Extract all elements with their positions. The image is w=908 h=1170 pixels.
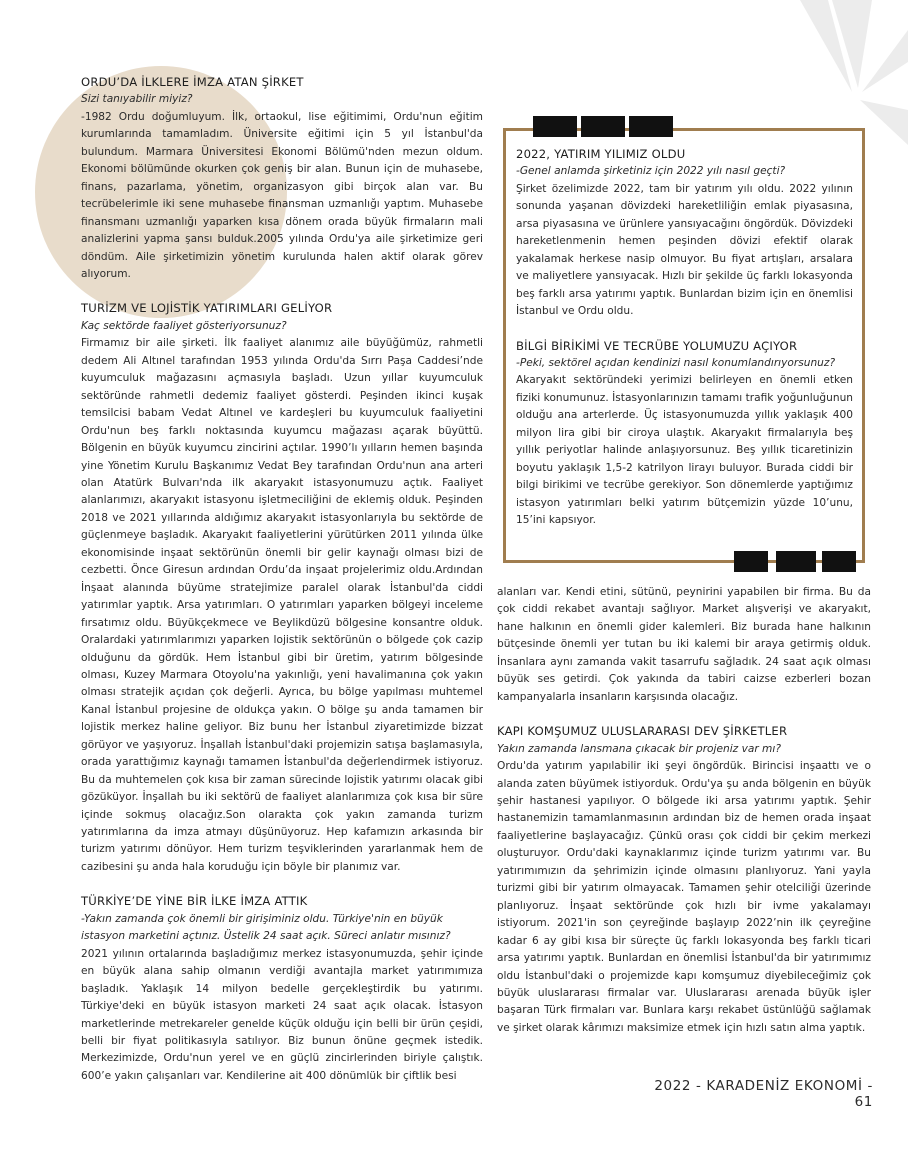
interview-answer: Akaryakıt sektöründeki yerimizi belirleyen en önemli etken fiziki konumunuz. İstasyonlarınızın tamamı trafik yoğunluğunun olduğu ana arterlerde. Üç istasyonumuzda yıllık yaklaşık 400 milyon lira gibi bir ciroya ulaştık. Akaryakıt firmalarıyla beş yıllık periyotlar halinde anlaşıyorsunuz. Beş yıllık ticaretinizin boyutu yaklaşık 1,5-2 katrilyon lirayı buluyor. Burada ciddi bir bilgi birikimi ve tecrübe gerekiyor. Son dönemlerde yaptığımız istasyon yatırımları belki yatırım bütçemizin yüzde 10’unu, 15’ini kapsıyor. [516,374,853,527]
interview-question: -Yakın zamanda çok önemli bir girişiminiz oldu. Türkiye'nin en büyük istasyon marketini açtınız. Üstelik 24 saat açık. Süreci anlatır mısınız? [81,912,451,943]
interview-question: Yakın zamanda lansmana çıkacak bir projeniz var mı? [497,742,781,755]
interview-answer: -1982 Ordu doğumluyum. İlk, ortaokul, lise eğitimimi, Ordu'nun eğitim kurumlarında tamamladım. Üniversite eğitimi için 5 yıl İstanbul'da bulundum. Marmara Üniversitesi Ekonomi Bölümü'nden mezun oldum. Ekonomi bölümünde okurken çok geniş bir alan. Bunun için de muhasebe, finans, pazarlama, yönetim, organizasyon gibi birçok alan var. Bu tecrübelerimle iki sene muhasebe finansman uzmanlığı yaptım. Muhasebe finansmanı uzmanlığı yaparken kısa dönem orada büyük firmaların mali analizlerini yapma şansı bulduk.2005 yılında Ordu'ya aile şirketimize geri döndüm. Aile şirketimizin yönetim kurulunda halen aktif olarak görev alıyorum. [81,110,483,280]
left-column [81,74,483,1085]
section-title: TURİZM VE LOJİSTİK YATIRIMLARI GELİYOR [81,301,333,316]
interview-answer: Ordu'da yatırım yapılabilir iki şeyi öngördük. Birincisi inşaattı ve o alanda zaten büyümek istiyorduk. Ordu'ya şu anda bölgenin en büyük şehir hastanesi yapılıyor. O bölgede iki arsa yatırımı yaptık. Şehir hastanemizin tamamlanmasının ardından biz de hemen orada inşaat faaliyetlerine başlayacağız. Çünkü orası çok ciddi bir çekim merkezi oluşturuyor. Ordu'daki kaynaklarımız içinde turizm yatırımı var. Bu yatırımımızın da şehrimizin içinde olmasını planlıyoruz. Yani yayla turizmi gibi bir yatırım olmayacak. Tamamen şehir otelciliği üzerinde planlıyoruz. İnşaat sektöründe çok hızlı bir ivme yakalamayı istiyorum. 2021'in son çeyreğinde başlayıp 2022’nin ilk çeyreğine kadar 6 ay gibi kısa bir süreçte üç farklı lokasyonda beş farklı ticari arsa yatırımı yaptık. Bunlardan en önemlisi İstanbul'da bir yatırımımız oldu İstanbul'daki o projemizde kapı komşumuz diyebileceğimiz çok büyük uluslararası firmalar var. Uluslararası arenada büyük işler başaran Türk firmaları var. Bunlara karşı rekabet üstünlüğü sağlamak ve şirket olarak kârımızı maksimize etmek için hızlı satın alma yaptık. [497,760,871,1034]
framed-column [516,146,853,530]
right-column [497,584,871,1037]
frame-decoration-block [533,116,577,137]
interview-question: -Peki, sektörel açıdan kendinizi nasıl konumlandırıyorsunuz? [516,356,836,369]
page-footer: 2022 - KARADENİZ EKONOMİ - 61 [654,1078,873,1110]
interview-answer-continued: alanları var. Kendi etini, sütünü, peynirini yapabilen bir firma. Bu da çok ciddi rekabet avantajı sağlıyor. Market alışverişi ve akaryakıt, hane halkının en önemli gider kalemleri. Biz burada hane halkının bütçesinde önemli yer tutan bu iki kalemi bir araya getirmiş olduk. İnsanlara aynı zamanda vakit tasarrufu sağladık. 24 saat açık olması büyük ses getirdi. Çok yakında da tabiri caizse ezberleri bozan kampanyalarla insanların karşısında olacağız. [497,586,871,703]
section-title: KAPI KOMŞUMUZ ULUSLARARASI DEV ŞİRKETLER [497,724,788,739]
interview-answer: 2021 yılının ortalarında başladığımız merkez istasyonumuzda, şehir içinde en büyük alana sahip olmanın verdiği avantajla market yatırımımıza başladık. Yaklaşık 14 milyon bedelle gerçekleştirdik bu yatırımı. Türkiye'deki en büyük istasyon marketi 24 saat açık olacak. İstasyon marketlerinde metrekareler genelde küçük olduğu için belli bir ürün çeşidi, belli bir fiyat politikasıyla satılıyor. Biz bunun önüne geçmek istedik. Merkezimizde, Ordu'nun yerel ve en güçlü zincirlerinden biriyle çalıştık. 600’e yakın çalışanları var. Kendilerine ait 400 dönümlük bir çiftlik besi [81,947,483,1082]
frame-decoration-block [734,551,768,572]
frame-decoration-block [581,116,625,137]
interview-question: Kaç sektörde faaliyet gösteriyorsunuz? [81,319,287,332]
interview-answer: Firmamız bir aile şirketi. İlk faaliyet alanımız aile büyüğümüz, rahmetli dedem Ali Altınel tarafından 1953 yılında Ordu'da Sırrı Paşa Caddesi’nde kuyumculuk mağazasını açmasıyla başladı. Uzun yıllar kuyumculuk sektöründe rahmetli dedemiz faaliyet gösterdi. Peşinden ikinci kuşak temsilcisi babam Vedat Altınel ve kardeşleri bu kuyumculuk faaliyetini Ordu'nun beş farklı noktasında kuyumcu mağazası açarak büyüttü. Bölgenin en büyük kuyumcu zincirini açtılar. 1990’lı yılların hemen başında yine Yönetim Kurulu Başkanımız Vedat Bey tarafından Ordu'nun ana arteri olan Atatürk Bulvarı'nda ilk akaryakıt istasyonumuzu açtık. Faaliyet alanlarımızı, akaryakıt istasyonu işletmeciliğini de eklemiş olduk. Peşinden 2018 ve 2021 yıllarında aldığımız akaryakıt istasyonlarıyla bu sektörde de güçlenmeye başladık. Akaryakıt faaliyetlerini yürütürken 2011 yılında ülke ekonomisinde inşaat sektörünün önemli bir gelir kaynağı olması bizi de cezbetti. Önce Giresun ardından Ordu’da inşaat projelerimiz oldu.Ardından İnşaat alanında büyüme stratejimize paralel olarak İstanbul'da ciddi yatırımlar yaptık. Arsa yatırımları. O yatırımları yaparken bölgeyi inceleme fırsatımız oldu. Büyükçekmece ve Beylikdüzü bölgesine konsantre olduk. Oralardaki yatırımlarımızı yaparken lojistik sektörünün o bölgede çok cazip olduğunu da gördük. Hem İstanbul gibi bir üretim, yatırım bölgesinde olması, Kuzey Marmara Otoyolu'na yakınlığı, yeni havalimanına çok yakın olması stratejik açıdan çok değerli. Ayrıca, bu bölge yapılması muhtemel Kanal İstanbul projesine de oldukça yakın. O bölge şu anda tamamen bir lojistik merkez haline geliyor. Biz bunu her İstanbul ziyaretimizde bizzat görüyor ve yaşıyoruz. İnşallah İstanbul'daki projemizin satışa başlamasıyla, orada yarattığımız kaynağı tamamen İstanbul'da değerlendirmek istiyoruz. Bu da muhtemelen çok kısa bir zaman sürecinde lojistik yatırımı olacak gibi gözüküyor. İnşallah bu iki sektörü de faaliyet alanlarımıza çok kısa bir süre içinde sokmuş olacağız.Son olarakta çok yakın zamanda turizm yatırımlarına da imza atmayı düşünüyoruz. Hep kafamızın arkasında bir turizm yatırımı dönüyor. Hem turizm teşviklerinden yararlanmak hem de cazibesini şu anda hala koruduğu için böyle bir planımız var. [81,337,483,873]
section-title: ORDU’DA İLKLERE İMZA ATAN ŞİRKET [81,75,304,89]
frame-decoration-block [629,116,673,137]
interview-question: -Genel anlamda şirketiniz için 2022 yılı nasıl geçti? [516,165,786,178]
section-title: BİLGİ BİRİKİMİ VE TECRÜBE YOLUMUZU AÇIYOR [516,338,798,353]
section-title: 2022, YATIRIM YILIMIZ OLDU [516,147,686,161]
interview-question: Sizi tanıyabilir miyiz? [81,93,193,106]
frame-decoration-block [822,551,856,572]
section-title: TÜRKİYE’DE YİNE BİR İLKE İMZA ATTIK [81,894,308,909]
frame-decoration-block [776,551,816,572]
interview-answer: Şirket özelimizde 2022, tam bir yatırım yılı oldu. 2022 yılının sonunda yaşanan dövizdeki hareketliliğin emlak piyasasına, arsa piyasasına ve ürünlere yansıyacağını öngördük. Dövizdeki hareketlenmenin hemen peşinden dövizi efektif olarak yakalamak herkese nasip olmuyor. Bu fiyat artışları, arsalara ve maliyetlere yansıyacak. Hızlı bir şekilde üç farklı lokasyonda beş farklı arsa yatırımı yaptık. Bunlardan bizim için en önemlisi İstanbul ve Ordu oldu. [516,182,853,318]
